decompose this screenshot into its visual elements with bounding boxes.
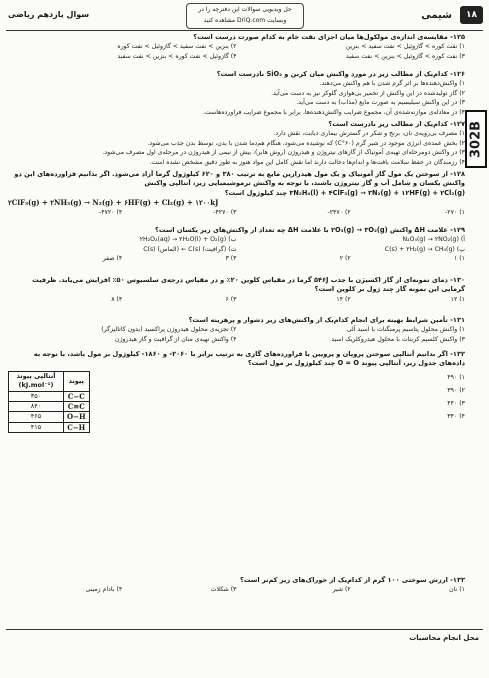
q130-option-2[interactable]: ۲) ۱۴ (336, 295, 351, 303)
q133-option-4[interactable]: ۴) بادام زمینی (85, 586, 123, 594)
question-128-title: ۱۲۸- از سوختن یک مول گاز آمونیاک و یک مول هیدرازین مایع به ترتیب ۳۸۰ و ۶۲۰ کیلوژول گرما آزاد می‌شود. اگر بدانیم فراورده‌های این دو (14, 170, 465, 178)
q128-option-4[interactable]: ۴) ۴۷۲۰- (99, 208, 123, 216)
question-130 (8, 276, 465, 304)
q129-option-1[interactable]: ۱) ۱ (453, 255, 465, 263)
q133-option-3[interactable]: ۳) شکلات (210, 586, 237, 594)
table-cell: ۳۵۰ (9, 391, 64, 401)
q126-option-4[interactable]: ۴) در معادله‌ی موازنه‌شده‌ی آن، مجموع ضرایب واکنش‌دهنده‌ها، برابر با مجموع ضرایب فراورده‌هاست. (203, 108, 465, 116)
q129-item-b: ب) ۲H₂O₂(aq) → ۲H₂O(l) + O₂(g) (139, 236, 237, 244)
website-notice-box (186, 3, 304, 29)
table-cell: C≡C (64, 402, 90, 412)
footer-divider (6, 629, 483, 630)
question-130-title-line2: گرمایی این نمونه گاز چند ژول بر کلوین است؟ (314, 285, 465, 294)
q125-option-4[interactable]: ۴) گازوئیل > نفت کوره > بنزین > نفت سفید (117, 52, 237, 60)
q129-item-c: پ) C(s) + ۲H₂(g) → CH₄(g) (384, 245, 465, 253)
bond-enthalpy-table (8, 371, 90, 433)
question-132-title-line2: داده‌های جدول زیر، آنتالپی پیوند O = O چند کیلوژول بر مول است؟ (247, 359, 465, 368)
question-127 (8, 120, 465, 167)
table-cell: ۴۶۵ (9, 412, 64, 422)
q131-option-2[interactable]: ۲) تجزیه‌ی محلول هیدروژن پراکسید (بدون کاتالیزگر) (101, 326, 237, 334)
q133-option-2[interactable]: ۲) شیر (332, 586, 351, 594)
table-row (9, 402, 90, 412)
question-126-title: ۱۲۶- کدام‌یک از مطالب زیر در مورد واکنش میان کربن و SiO₂ نادرست است؟ (216, 70, 465, 78)
booklet-title: سوال یازدهم ریاضی (8, 10, 90, 19)
q131-option-1[interactable]: ۱) واکنش محلول پتاسیم پرمنگنات با اسید آلی (346, 326, 465, 334)
question-125 (8, 33, 465, 61)
q132-option-1[interactable]: ۱) ۴۹۰ (447, 373, 465, 381)
q133-option-1[interactable]: ۱) نان (449, 586, 465, 594)
website-notice-line1: حل ویدیویی سوالات این دفترچه را در (198, 6, 292, 13)
q126-option-1[interactable]: ۱) واکنش‌دهنده‌ها بر اثر گرم شدن با هم واکنش می‌دهند. (319, 80, 465, 88)
question-133 (8, 576, 465, 595)
q126-option-3[interactable]: ۳) در این واکنش سیلیسیم به صورت مایع (مذاب) به دست می‌آید. (296, 99, 465, 107)
question-125-title: ۱۲۵- مقایسه‌ی اندازه‌ی مولکول‌ها میان اجزای نفت خام به کدام صورت درست است؟ (193, 33, 465, 41)
q125-option-1[interactable]: ۱) نفت کوره > گازوئیل > نفت سفید > بنزین (345, 43, 465, 51)
subject-header (371, 4, 483, 26)
q127-option-3[interactable]: ۳) در واکنش دومرحله‌ای تهیه‌ی آمونیاک از گازهای نیتروژن و هیدروژن (روش هابر)، بیش از نیمی از هیدروژن در مرحله‌ی اول مصرف می‌شود. (102, 149, 465, 157)
question-128 (8, 170, 465, 217)
q128-option-1[interactable]: ۱) ۲۷۰- (445, 208, 465, 216)
table-cell: O−H (64, 412, 90, 422)
table-cell: C−C (64, 391, 90, 401)
q125-option-3[interactable]: ۳) نفت کوره > گازوئیل > بنزین > نفت سفید (345, 52, 465, 60)
table-header-enthalpy: آنتالپی پیوند (kJ.mol⁻¹) (9, 371, 64, 391)
table-row (9, 422, 90, 432)
q128-option-2[interactable]: ۲) ۲۴۷۰- (327, 208, 351, 216)
subject-name: شیمی (421, 9, 452, 21)
question-132-title: ۱۳۲- اگر بدانیم آنتالپی سوختن پروپان و پروپین با فراورده‌های گازی به ترتیب برابر با ۲۰۶۰- و ۱۸۶۰- کیلوژول بر مول باشد، با توجه به (33, 350, 465, 358)
q129-option-4[interactable]: ۴) صفر (102, 255, 123, 263)
table-header-bond: پیوند (64, 371, 90, 391)
scratch-area-label: محل انجام محاسبات (409, 634, 479, 642)
q126-option-2[interactable]: ۲) گاز تولیدشده در این واکنش از تخمیر بی‌هوازی گلوکز نیز به دست می‌آید. (271, 89, 465, 97)
q131-option-4[interactable]: ۴) واکنش تهیه‌ی متان از گرافیت و گاز هیدروژن (115, 335, 237, 343)
q127-option-1[interactable]: ۱) مصرف بی‌رویه‌ی نان، برنج و شکر در گسترش بیماری دیابت، نقش دارد. (273, 130, 465, 138)
q129-item-d: ت) (گرافیت) C(s) ← (الماس) C(s) (143, 245, 237, 253)
question-126 (8, 70, 465, 117)
website-notice-line2: وبسایت DriQ.com مشاهده کنید (203, 17, 287, 24)
q127-option-4[interactable]: ۴) رزمندگان در حفظ سلامت بافت‌ها و اندام‌ها دخالت دارند اما نقش کامل این مواد هنوز به طور دقیق مشخص نشده است. (149, 158, 465, 166)
question-130-title: ۱۳۰- دمای نمونه‌ای از گاز اکسیژن با جذب ۵۴۶J گرما در مقیاس کلوین ۲۰٪ و در مقیاس درجه‌ی سلسیوس ۵۰٪ افزایش می‌یابد. ظرفیت (32, 276, 465, 284)
question-129-title: ۱۲۹- علامت ΔH واکنش ۲O₃(g) → ۳O₂(g) با علامت ΔH چه تعداد از واکنش‌های زیر یکسان است؟ (155, 226, 465, 234)
table-cell: ۴۱۵ (9, 422, 64, 432)
question-127-title: ۱۲۷- کدام‌یک از مطالب زیر نادرست است؟ (328, 120, 465, 128)
q128-equation: ۲ClF₃(g) + ۲NH₃(g) → N₂(g) + ۶HF(g) + Cl₂(g) + ۱۲۰۰kJ (8, 198, 219, 208)
q128-option-3[interactable]: ۳) ۴۲۷۰- (213, 208, 237, 216)
q125-option-2[interactable]: ۲) بنزین > نفت سفید > گازوئیل > نفت کوره (117, 43, 237, 51)
question-133-title: ۱۳۳- ارزش سوختی ۱۰۰ گرم از کدام‌یک از خوراک‌های زیر کم‌تر است؟ (240, 576, 465, 584)
question-131-title: ۱۳۱- تأمین شرایط بهینه برای انجام کدام‌یک از واکنش‌های زیر دشوار و پرهزینه است؟ (188, 316, 465, 324)
question-128-title-line3: ۳N₂H₄(l) + ۴ClF₃(g) → ۳N₂(g) + ۱۲HF(g) + ۲Cl₂(g) چند کیلوژول است؟ (224, 188, 465, 197)
q132-option-2[interactable]: ۲) ۳۹۰ (447, 386, 465, 394)
q129-item-a: آ) N₂O₄(g) → ۲NO₂(g) (402, 236, 465, 244)
q129-option-2[interactable]: ۲) ۲ (339, 255, 351, 263)
question-128-title-line2: واکنش یکسان و شامل آب و گاز نیتروژن باشند، با توجه به واکنش ترموشیمیایی زیر، آنتالپی واکنش (144, 179, 465, 188)
q130-option-4[interactable]: ۴) ۸ (111, 295, 123, 303)
question-132 (8, 350, 465, 433)
question-131 (8, 316, 465, 344)
table-row (9, 412, 90, 422)
q132-option-4[interactable]: ۴) ۳۴۰ (447, 412, 465, 420)
q132-option-3[interactable]: ۳) ۴۴۰ (447, 399, 465, 407)
q130-option-3[interactable]: ۳) ۶ (225, 295, 237, 303)
question-129 (8, 226, 465, 264)
table-cell: C−H (64, 422, 90, 432)
q130-option-1[interactable]: ۱) ۱۲ (450, 295, 465, 303)
q129-option-3[interactable]: ۳) ۳ (225, 255, 237, 263)
page-number: ۱۸ (460, 6, 483, 24)
q127-option-2[interactable]: ۲) بخش عمده‌ی انرژی موجود در شیر گرم (C°۶۰) که نوشیده می‌شود، هنگام هم‌دما شدن با بدن، توسط بدن جذب می‌شود. (147, 139, 465, 147)
header-divider (6, 30, 483, 31)
table-cell: ۸۴۰ (9, 402, 64, 412)
table-row (9, 391, 90, 401)
q131-option-3[interactable]: ۳) واکنش کلسیم کربنات با محلول هیدروکلریک اسید (331, 335, 465, 343)
booklet-code: 302B (465, 110, 487, 168)
